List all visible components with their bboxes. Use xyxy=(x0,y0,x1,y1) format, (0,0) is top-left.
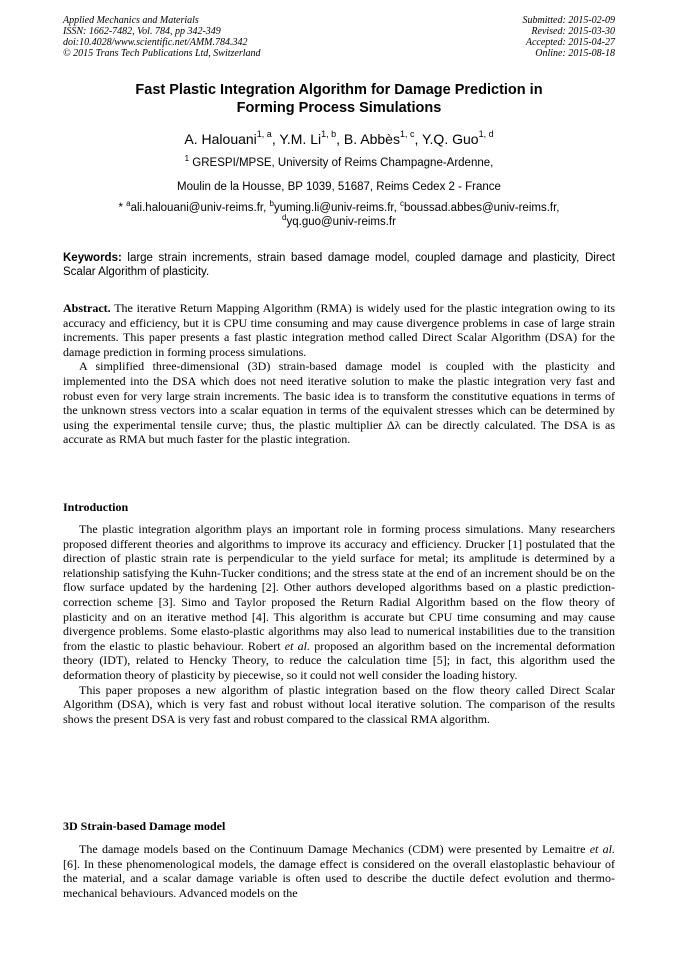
affiliation-text-1: GRESPI/MPSE, University of Reims Champagne-Ardenne, xyxy=(189,157,494,169)
date-online: Online: 2015-08-18 xyxy=(535,48,615,59)
journal-issn: ISSN: 1662-7482, Vol. 784, pp 342-349 xyxy=(63,26,221,37)
journal-info xyxy=(63,15,261,59)
damage-model-text-1b: [6]. In these phenomenological models, the damage effect is considered on the overall elastoplastic behaviour of the material, and a scalar damage variable is often used to describe the ductile defect evolution and thermo-mechanical behaviours. Advanced models on the xyxy=(63,856,615,900)
damage-model-etal: et al. xyxy=(589,842,615,856)
email-mark-c: c xyxy=(400,199,404,209)
author-affiliation-mark: 1, c xyxy=(399,129,415,140)
journal-doi: doi:10.4028/www.scientific.net/AMM.784.342 xyxy=(63,37,248,48)
date-revised: Revised: 2015-03-30 xyxy=(531,26,615,37)
author-separator: , xyxy=(414,131,422,147)
introduction-etal: et al. xyxy=(284,638,311,653)
email-line-1 xyxy=(63,201,615,215)
abstract xyxy=(63,301,615,447)
author-list xyxy=(63,130,615,148)
keywords-text: large strain increments, strain based damage model, coupled damage and plasticity, Direct Scalar Algorithm of plasticity. xyxy=(63,252,615,278)
author-name: A. Halouani xyxy=(184,131,257,147)
email-d[interactable]: yq.guo@univ-reims.fr xyxy=(286,216,396,228)
author-separator: , xyxy=(336,131,344,147)
email-b[interactable]: yuming.li@univ-reims.fr, xyxy=(273,202,400,214)
damage-model-text-1a: The damage models based on the Continuum Damage Mechanics (CDM) were presented by Lemaitre xyxy=(79,842,590,856)
date-accepted: Accepted: 2015-04-27 xyxy=(525,37,615,48)
email-line-2 xyxy=(63,215,615,229)
email-mark-d: d xyxy=(282,213,287,223)
email-mark-a: a xyxy=(126,199,131,209)
email-c[interactable]: boussad.abbes@univ-reims.fr, xyxy=(404,202,560,214)
abstract-paragraph-1 xyxy=(63,301,615,359)
affiliation-line-1 xyxy=(63,156,615,170)
author-affiliation-mark: 1, b xyxy=(321,129,337,140)
section-heading-introduction: Introduction xyxy=(63,500,129,514)
keywords xyxy=(63,251,615,279)
email-prefix: * xyxy=(118,202,127,214)
journal-name: Applied Mechanics and Materials xyxy=(63,15,199,26)
abstract-paragraph-2: A simplified three-dimensional (3D) strain-based damage model is coupled with the plasticity and implemented into the DSA which does not need iterative solution to make the plastic integration very fast and robust even for very large strain increments. The basic idea is to transform the constitutive equations in terms of the unknown stress vectors into a scalar equation in terms of the equivalent stresses which can be determined by using the experimental tensile curve; thus, the plastic multiplier Δλ can be directly calculated. The DSA is as accurate as RMA but much faster for the plastic integration. xyxy=(63,359,615,447)
paper-title xyxy=(63,81,615,117)
introduction-text-1b: proposed an algorithm based on the incremental deformation theory (IDT), related to Hencky Theory, to reduce the calculation time [5]; in fact, this algorithm used the deformation theory of plasticity by piecewise, so it could not well consider the loading history. xyxy=(63,638,615,682)
date-submitted: Submitted: 2015-02-09 xyxy=(522,15,615,26)
introduction-body xyxy=(63,522,615,726)
abstract-label: Abstract. xyxy=(63,301,111,315)
damage-model-body xyxy=(63,842,615,900)
title-line-1: Fast Plastic Integration Algorithm for Damage Prediction in xyxy=(135,82,543,98)
section-heading-damage-model: 3D Strain-based Damage model xyxy=(63,819,226,833)
introduction-paragraph-1 xyxy=(63,522,615,683)
author-affiliation-mark: 1, a xyxy=(256,129,272,140)
email-mark-b: b xyxy=(269,199,274,209)
introduction-text-1a: The plastic integration algorithm plays an important role in forming process simulations. Many researchers proposed different theories and algorithms to improve its accuracy and efficiency. Drucker [1] postulated that the direction of plastic strain rate is perpendicular to the yield surface for metal; its amplitude is determined by a relationship satisfying the Kuhn-Tucker conditions; and the stress state at the end of an increment should be on the flow surface updated by the hardening [2]. Other authors developed algorithms based on a plastic prediction-correction scheme [3]. Simo and Taylor proposed the Return Radial Algorithm based on the flow theory of plasticity and on an iterative method [4]. This algorithm is accurate but CPU time consuming and may cause divergence problems. Some elasto-plastic algorithms may also lead to numerical instabilities due to the transition from the elastic to plastic behaviour. Robert xyxy=(63,522,615,653)
introduction-paragraph-2: This paper proposes a new algorithm of plastic integration based on the flow theory called Direct Scalar Algorithm (DSA), which is very fast and robust without local iterative solution. The comparison of the results shows the present DSA is very fast and robust compared to the classical RMA algorithm. xyxy=(63,682,615,726)
author-name: Y.M. Li xyxy=(279,131,322,147)
affiliation-line-2: Moulin de la Housse, BP 1039, 51687, Reims Cedex 2 - France xyxy=(177,181,501,193)
affiliation-mark: 1 xyxy=(184,154,190,164)
author-name: B. Abbès xyxy=(343,131,400,147)
submission-dates xyxy=(523,15,616,59)
author-name: Y.Q. Guo xyxy=(422,131,479,147)
author-emails xyxy=(63,201,615,229)
author-separator: , xyxy=(271,131,280,147)
author-affiliation-mark: 1, d xyxy=(478,129,494,140)
email-a[interactable]: ali.halouani@univ-reims.fr, xyxy=(130,202,270,214)
abstract-text-1: The iterative Return Mapping Algorithm (RMA) is widely used for the plastic integration owing to its accuracy and efficiency, but it is CPU time consuming and may cause divergence problems in case of large strain increments. This paper presents a fast plastic integration method called Direct Scalar Algorithm (DSA) for the damage prediction in forming process simulations. xyxy=(63,301,615,359)
keywords-label: Keywords: xyxy=(63,252,122,264)
journal-copyright: © 2015 Trans Tech Publications Ltd, Switzerland xyxy=(63,48,261,59)
title-line-2: Forming Process Simulations xyxy=(236,100,442,116)
damage-model-paragraph-1 xyxy=(63,842,615,900)
